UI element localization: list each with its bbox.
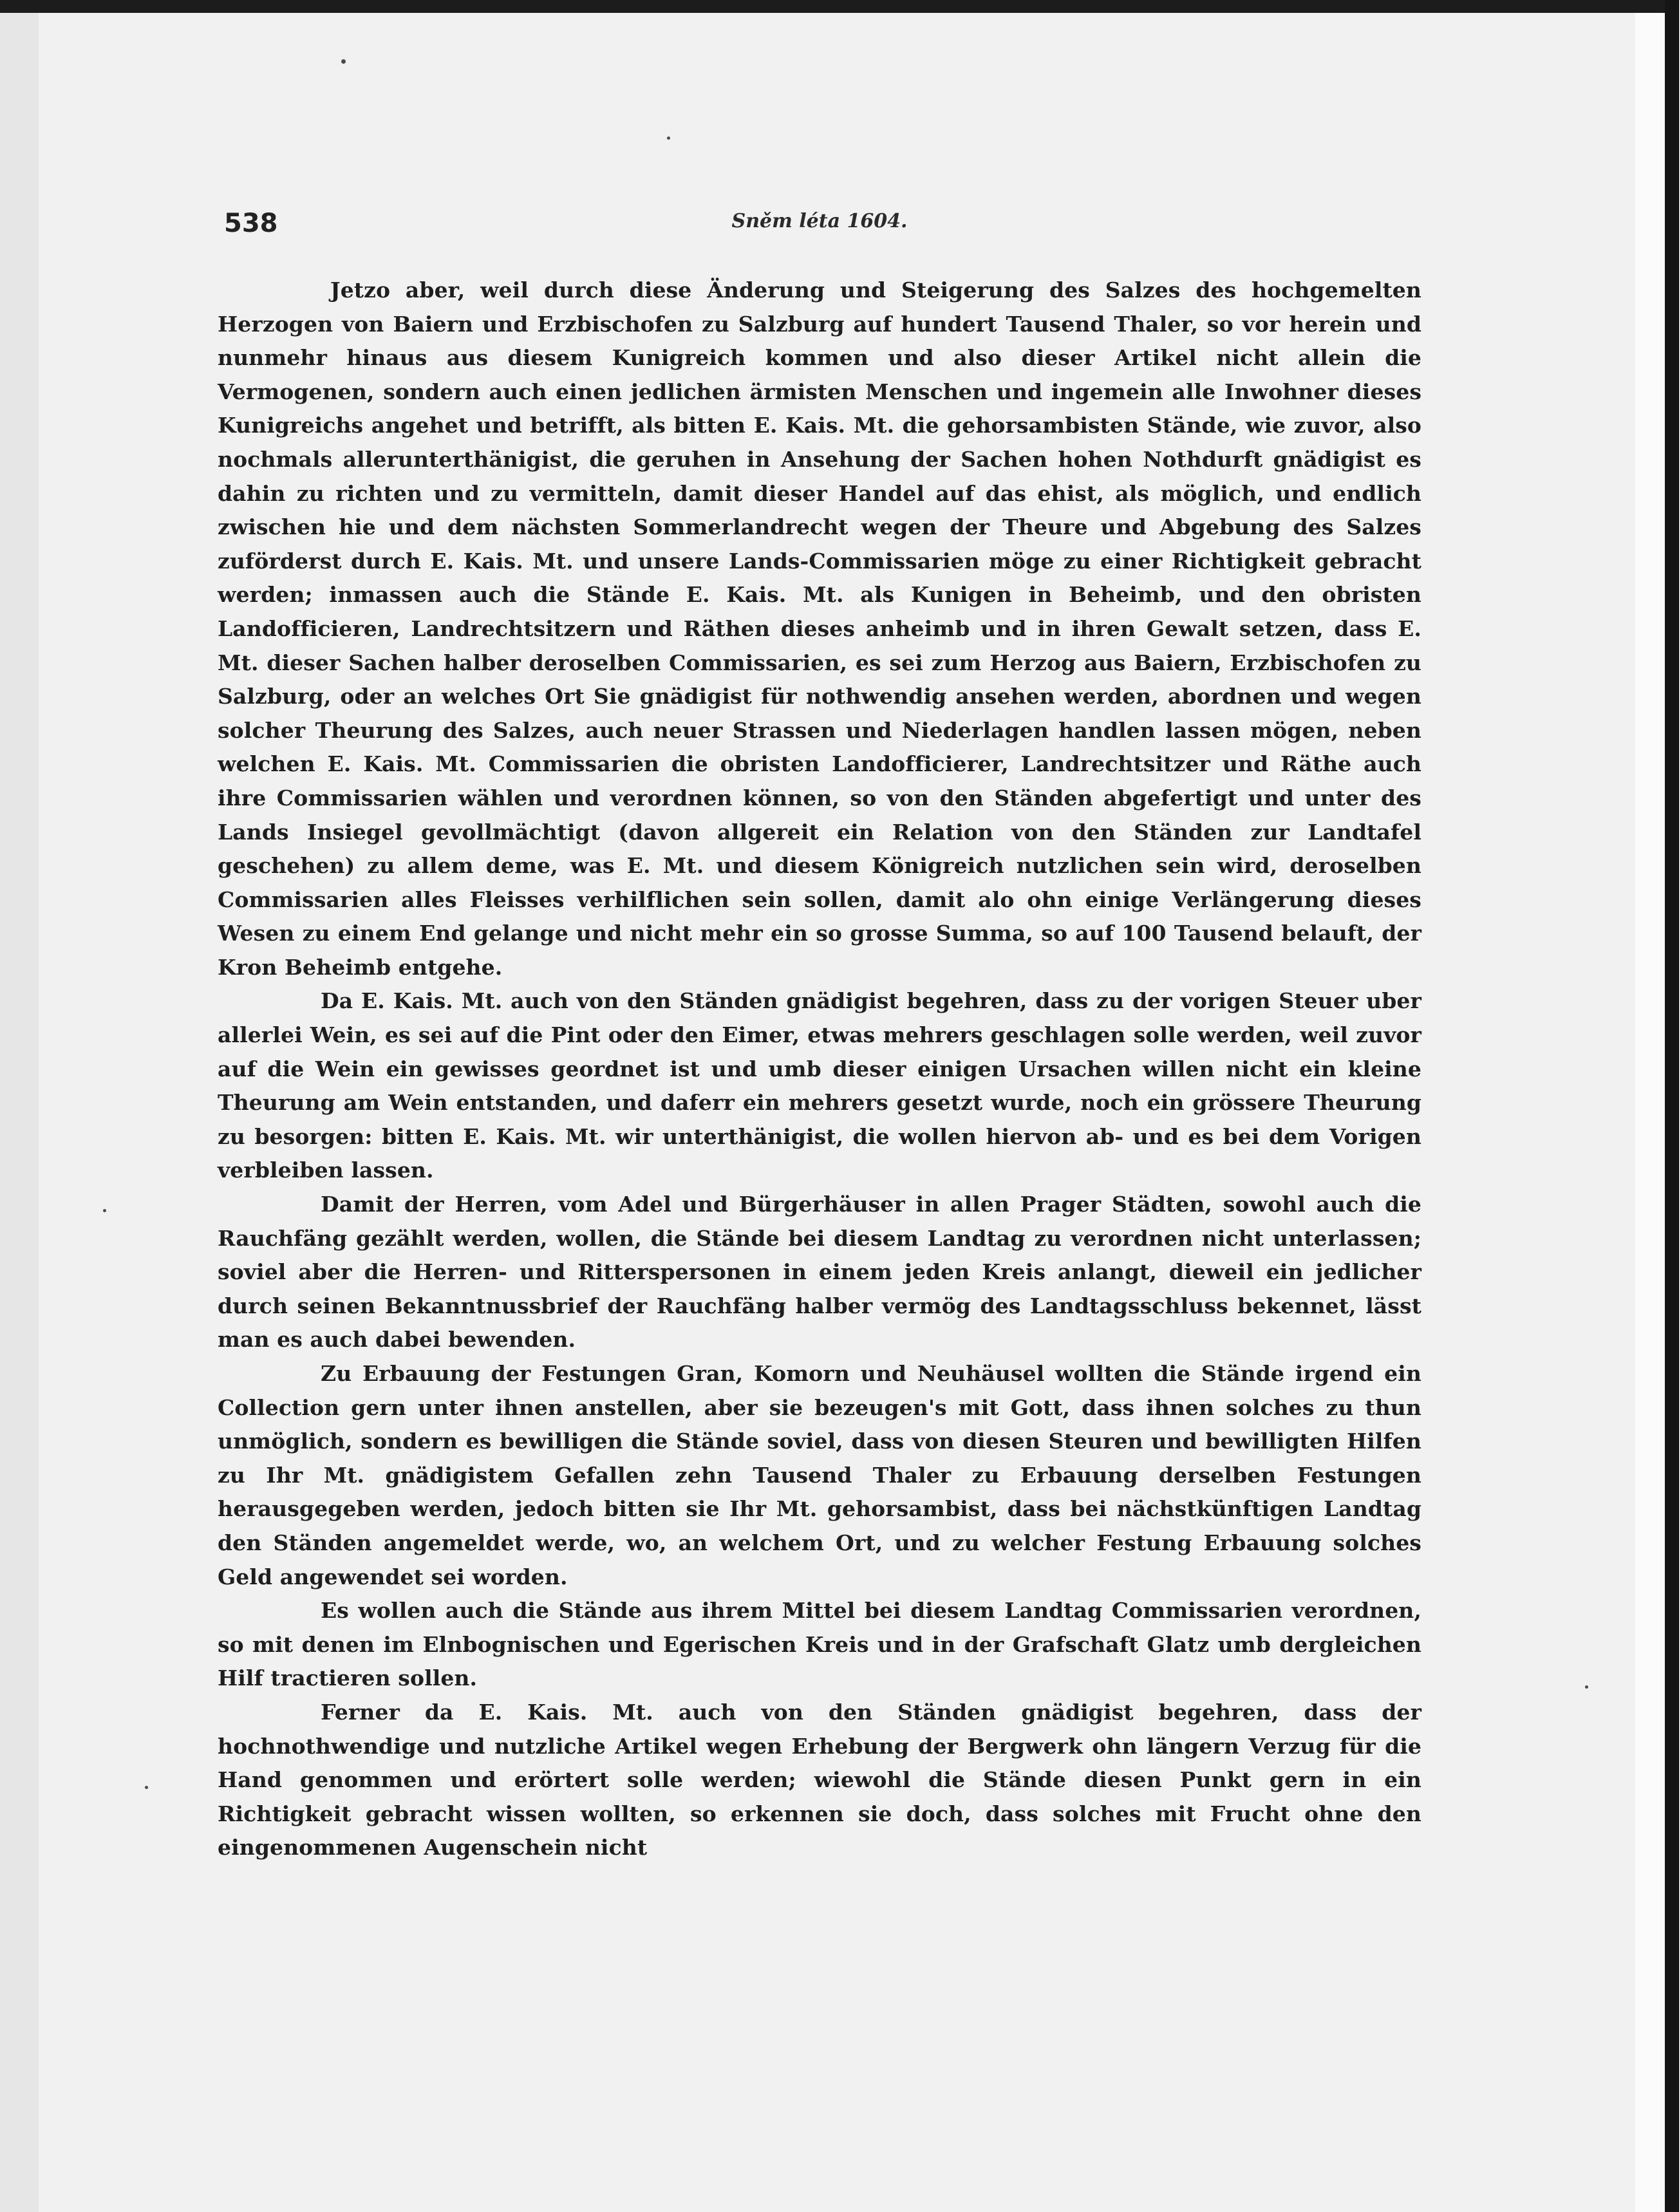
paragraph: Ferner da E. Kais. Mt. auch von den Ständen gnädigist begehren, dass der hochnothwendige und nutzliche Artikel wegen Erhebung der Bergwerk ohn längern Verzug für die Hand genommen und erörtert solle werden; wiewohl die Stände diesen Punkt gern in ein Richtigkeit gebracht wissen wollten, so erkennen sie doch, dass solches mit Frucht ohne den eingenommenen Augenschein nicht	[218, 1699, 1421, 1861]
scan-speck	[145, 1786, 148, 1789]
paragraph: Es wollen auch die Stände aus ihrem Mittel bei diesem Landtag Commissarien verordnen, so mit denen im Elnbognischen und Egerischen Kreis und in der Grafschaft Glatz umb dergleichen Hilf tractieren sollen.	[218, 1598, 1421, 1691]
scan-speck	[667, 136, 670, 140]
page-number: 538	[224, 209, 278, 238]
scan-speck	[1585, 1685, 1588, 1689]
scan-top-border	[0, 0, 1679, 13]
paragraph: Jetzo aber, weil durch diese Änderung und Steigerung des Salzes des hochgemelten Herzogen von Baiern und Erzbischofen zu Salzburg auf hundert Tausend Thaler, so vor herein und nunmehr hinaus aus diesem Kunigreich kommen und also dieser Artikel nicht allein die Vermogenen, sondern auch einen jedlichen ärmisten Menschen und ingemein alle Inwohner dieses Kunigreichs angehet und betrifft, als bitten E. Kais. Mt. die gehorsambisten Stände, wie zuvor, also nochmals allerunterthänigist, die geruhen in Ansehung der Sachen hohen Nothdurft gnädigist es dahin zu richten und zu vermitteln, damit dieser Handel auf das ehist, als möglich, und endlich zwischen hie und dem nächsten Sommerlandrecht wegen der Theure und Abgebung des Salzes zuförderst durch E. Kais. Mt. und unsere Lands-Commissarien möge zu einer Richtigkeit gebracht werden; inmassen auch die Stände E. Kais. Mt. als Kunigen in Beheimb, und den obristen Landofficieren, Landrechtsitzern und Räthen dieses anheimb und in ihren Gewalt setzen, dass E. Mt. dieser Sachen halber deroselben Commissarien, es sei zum Herzog aus Baiern, Erzbischofen zu Salzburg, oder an welches Ort Sie gnädigist für nothwendig ansehen werden, abordnen und wegen solcher Theurung des Salzes, auch neuer Strassen und Niederlagen handlen lassen mögen, neben welchen E. Kais. Mt. Commissarien die obristen Landofficierer, Landrechtsitzer und Räthe auch ihre Commissarien wählen und verordnen können, so von den Ständen abgefertigt und unter des Lands Insiegel gevollmächtigt (davon allgereit ein Relation von den Ständen zur Landtafel geschehen) zu allem deme, was E. Mt. und diesem Königreich nutzlichen sein wird, deroselben Commissarien alles Fleisses verhilflichen sein sollen, damit alo ohn einige Verlängerung dieses Wesen zu einem End gelange und nicht mehr ein so grosse Summa, so auf 100 Tausend belauft, der Kron Beheimb entgehe.	[218, 277, 1421, 980]
page-header	[218, 205, 1421, 243]
scan-right-border	[1665, 0, 1679, 2212]
paragraph: Damit der Herren, vom Adel und Bürgerhäuser in allen Prager Städten, sowohl auch die Rauchfäng gezählt werden, wollen, die Stände bei diesem Landtag zu verordnen nicht unterlassen; soviel aber die Herren- und Ritterspersonen in einem jeden Kreis anlangt, dieweil ein jedlicher durch seinen Bekanntnussbrief der Rauchfäng halber vermög des Landtagsschluss bekennet, lässt man es auch dabei bewenden.	[218, 1192, 1421, 1353]
scan-speck	[341, 59, 346, 64]
paragraph: Zu Erbauung der Festungen Gran, Komorn und Neuhäusel wollten die Stände irgend ein Collection gern unter ihnen anstellen, aber sie bezeugen's mit Gott, dass ihnen solches zu thun unmöglich, sondern es bewilligen die Stände soviel, dass von diesen Steuren und bewilligten Hilfen zu Ihr Mt. gnädigistem Gefallen zehn Tausend Thaler zu Erbauung derselben Festungen herausgegeben werden, jedoch bitten sie Ihr Mt. gehorsambist, dass bei nächstkünftigen Landtag den Ständen angemeldet werde, wo, an welchem Ort, und zu welcher Festung Erbauung solches Geld angewendet sei worden.	[218, 1361, 1421, 1589]
running-title: Sněm léta 1604.	[731, 210, 908, 232]
scan-speck	[103, 1209, 106, 1212]
scan-left-shadow	[0, 13, 39, 2212]
main-text	[218, 274, 1421, 1865]
paragraph: Da E. Kais. Mt. auch von den Ständen gnädigist begehren, dass zu der vorigen Steuer uber allerlei Wein, es sei auf die Pint oder den Eimer, etwas mehrers geschlagen solle werden, weil zuvor auf die Wein ein gewisses geordnet ist und umb dieser einigen Ursachen willen nicht ein kleine Theurung am Wein entstanden, und daferr ein mehrers gesetzt wurde, noch ein grössere Theurung zu besorgen: bitten E. Kais. Mt. wir unterthänigist, die wollen hiervon ab- und es bei dem Vorigen verbleiben lassen.	[218, 988, 1421, 1183]
scan-right-margin	[1635, 13, 1665, 2212]
